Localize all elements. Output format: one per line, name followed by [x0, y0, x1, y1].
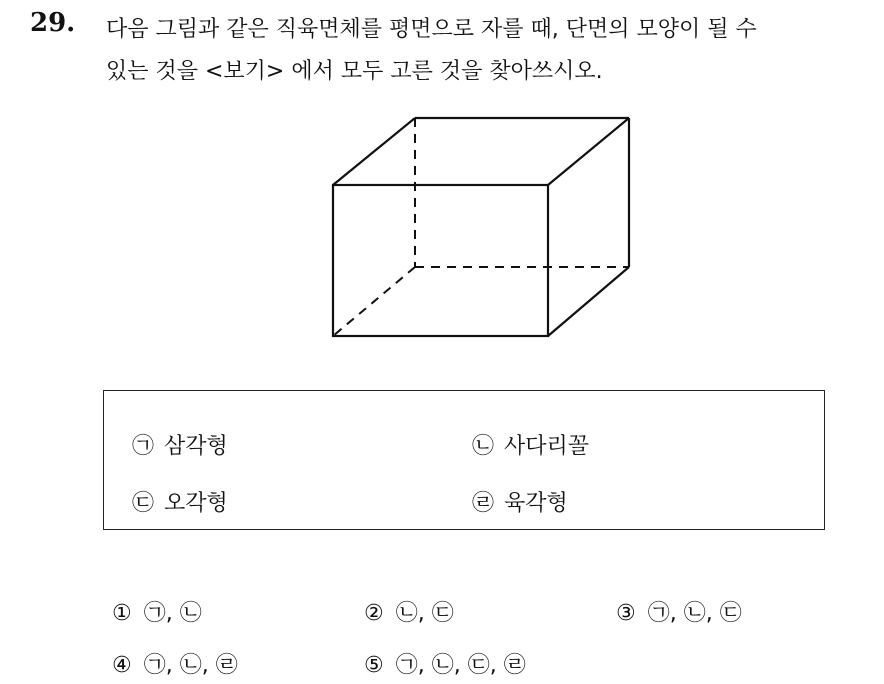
- bogi-text: 오각형: [164, 491, 228, 516]
- bogi-item: [132, 486, 228, 517]
- choice-number: ②: [364, 601, 384, 626]
- bogi-text: 사다리꼴: [504, 434, 590, 459]
- choice-text: ㉠, ㉡, ㉢, ㉣: [395, 653, 526, 678]
- cuboid-figure: [325, 110, 635, 345]
- choice-number: ④: [112, 653, 132, 678]
- answer-choice-5[interactable]: [364, 648, 526, 679]
- question-number: 29.: [30, 8, 76, 38]
- bogi-item: [472, 486, 568, 517]
- answer-choice-3[interactable]: [616, 596, 742, 627]
- choice-number: ⑤: [364, 653, 384, 678]
- top-edge-right: [548, 118, 629, 185]
- choice-text: ㉠, ㉡: [143, 601, 202, 626]
- answer-choice-1[interactable]: [112, 596, 202, 627]
- bogi-mark: ㉡: [472, 434, 495, 459]
- answer-choice-4[interactable]: [112, 648, 238, 679]
- bogi-box: [103, 390, 825, 530]
- bogi-item: [132, 429, 228, 460]
- bogi-mark: ㉣: [472, 491, 495, 516]
- top-edge-left: [333, 118, 415, 185]
- choice-number: ③: [616, 601, 636, 626]
- choice-text: ㉠, ㉡, ㉢: [647, 601, 742, 626]
- question-text-line-1: 다음 그림과 같은 직육면체를 평면으로 자를 때, 단면의 모양이 될 수: [106, 17, 757, 42]
- bogi-text: 육각형: [504, 491, 568, 516]
- bogi-text: 삼각형: [164, 434, 228, 459]
- hidden-edge-depth: [333, 267, 415, 336]
- choice-text: ㉠, ㉡, ㉣: [143, 653, 238, 678]
- bogi-mark: ㉢: [132, 491, 155, 516]
- bogi-mark: ㉠: [132, 434, 155, 459]
- bogi-item: [472, 429, 589, 460]
- choice-number: ①: [112, 601, 132, 626]
- bottom-edge-right: [548, 267, 629, 336]
- answer-choice-2[interactable]: [364, 596, 454, 627]
- question-text-line-2: 있는 것을 <보기> 에서 모두 고른 것을 찾아쓰시오.: [106, 59, 603, 84]
- choice-text: ㉡, ㉢: [395, 601, 454, 626]
- front-face: [333, 185, 548, 336]
